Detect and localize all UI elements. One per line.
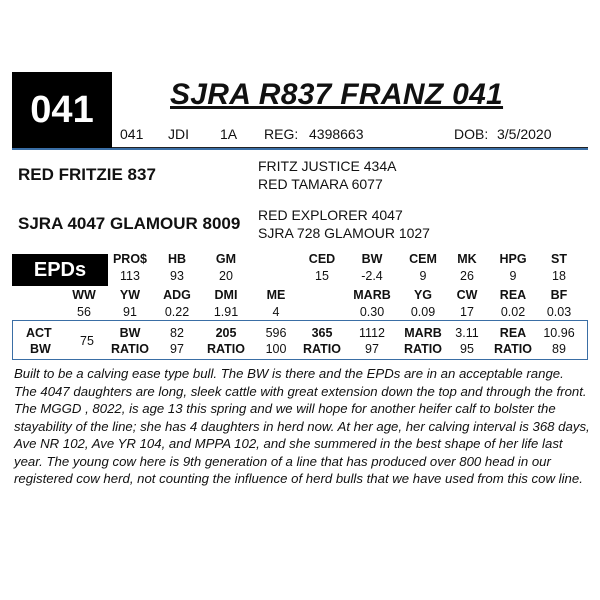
epd-header: HPG — [499, 252, 527, 266]
dob-value: 3/5/2020 — [497, 126, 552, 142]
actual-bottom-cell: RATIO — [404, 342, 442, 356]
epds-label: EPDs — [33, 258, 87, 281]
epd-value: 0.22 — [164, 305, 190, 319]
epd-value: 56 — [77, 305, 91, 319]
epd-header: ME — [266, 288, 286, 302]
epd-value: 91 — [123, 305, 137, 319]
actual-top-cell: 205 — [215, 326, 237, 340]
epd-value: 93 — [170, 269, 184, 283]
dob-label: DOB: — [454, 126, 489, 142]
actual-bottom-cell: RATIO — [207, 342, 245, 356]
epd-value: 0.03 — [546, 305, 572, 319]
lot-number-box — [12, 72, 112, 148]
epds-label-box — [12, 254, 108, 286]
actual-top-cell: 365 — [311, 326, 333, 340]
section-divider — [12, 148, 588, 150]
epd-header: CED — [308, 252, 336, 266]
epd-value: 20 — [219, 269, 233, 283]
dam-name: SJRA 4047 GLAMOUR 8009 — [18, 214, 241, 233]
epd-header: MK — [457, 252, 477, 266]
description: Built to be a calving ease type bull. The BW is there and the EPDs are in an acceptable range. The 4047 daughters are long, sleek cattle with great extension down the top and through the front. The MGGD , 8022, is age 13 this spring and we will hope for another heifer calf to bolster the stayability of the line; she has 4 daughters in herd now. At her age, her calving interval is 368 days, Ave NR 102, Ave YR 104, and MPPA 102, and she summered in the best shape of her life last year. The young cow here is 9th generation of a line that has produced over 800 head in our registered cow herd, not counting the influence of herd bulls that we have used from this cow line. — [14, 366, 590, 486]
birth-weight-value: 75 — [80, 334, 94, 348]
epd-header: CEM — [409, 252, 437, 266]
epd-value: 15 — [315, 269, 329, 283]
actual-bottom-cell: 97 — [170, 342, 184, 356]
actual-top-cell: 10.96 — [543, 326, 575, 340]
epd-header: REA — [499, 288, 527, 302]
actual-bottom-cell: RATIO — [111, 342, 149, 356]
epd-value: 9 — [509, 269, 517, 283]
bw-label: BW — [30, 342, 51, 356]
actual-top-cell: BW — [119, 326, 141, 340]
dam-dam: SJRA 728 GLAMOUR 1027 — [258, 225, 430, 241]
epd-value: 17 — [460, 305, 474, 319]
actual-bottom-cell: RATIO — [494, 342, 532, 356]
actual-bottom-cell: 100 — [265, 342, 287, 356]
epd-value: 18 — [552, 269, 566, 283]
actual-top-cell: 1112 — [359, 326, 385, 340]
epd-header: DMI — [214, 288, 238, 302]
epd-header: PRO$ — [112, 252, 148, 266]
meta-grade: 1A — [220, 126, 238, 142]
epd-header: MARB — [353, 288, 391, 302]
sire-name: RED FRITZIE 837 — [18, 165, 156, 184]
epd-value: 113 — [120, 269, 140, 283]
sire-sire: FRITZ JUSTICE 434A — [258, 158, 397, 174]
actual-bottom-cell: 89 — [552, 342, 566, 356]
epd-value: 1.91 — [213, 305, 239, 319]
meta-lot: 041 — [120, 126, 144, 142]
animal-title: SJRA R837 FRANZ 041 — [170, 78, 504, 111]
actual-top-cell: MARB — [404, 326, 442, 340]
epd-header: ST — [551, 252, 567, 266]
epd-value: 0.30 — [359, 305, 385, 319]
epd-header: BF — [550, 288, 568, 302]
epd-header: BW — [361, 252, 383, 266]
epd-header: GM — [215, 252, 237, 266]
actual-top-cell: 596 — [265, 326, 287, 340]
epd-value: 4 — [272, 305, 280, 319]
epd-value: -2.4 — [361, 269, 383, 283]
sire-dam: RED TAMARA 6077 — [258, 176, 383, 192]
actual-bottom-cell: 97 — [365, 342, 379, 356]
meta-breeder-code: JDI — [168, 126, 189, 142]
lot-number: 041 — [30, 88, 94, 131]
actual-bottom-cell: RATIO — [303, 342, 341, 356]
epd-header: ADG — [163, 288, 191, 302]
epd-header: CW — [456, 288, 478, 302]
epd-header: YG — [413, 288, 433, 302]
reg-number: 4398663 — [309, 126, 364, 142]
actual-top-cell: 3.11 — [455, 326, 479, 340]
epd-header: YW — [119, 288, 141, 302]
act-label: ACT — [26, 326, 52, 340]
actual-top-cell: REA — [499, 326, 527, 340]
epd-value: 9 — [419, 269, 427, 283]
reg-label: REG: — [264, 126, 299, 142]
epd-value: 26 — [460, 269, 474, 283]
epd-header: HB — [167, 252, 187, 266]
epd-value: 0.09 — [410, 305, 436, 319]
actual-bottom-cell: 95 — [460, 342, 474, 356]
epd-header: WW — [72, 288, 96, 302]
epd-value: 0.02 — [500, 305, 526, 319]
dam-sire: RED EXPLORER 4047 — [258, 207, 403, 223]
actual-top-cell: 82 — [170, 326, 184, 340]
